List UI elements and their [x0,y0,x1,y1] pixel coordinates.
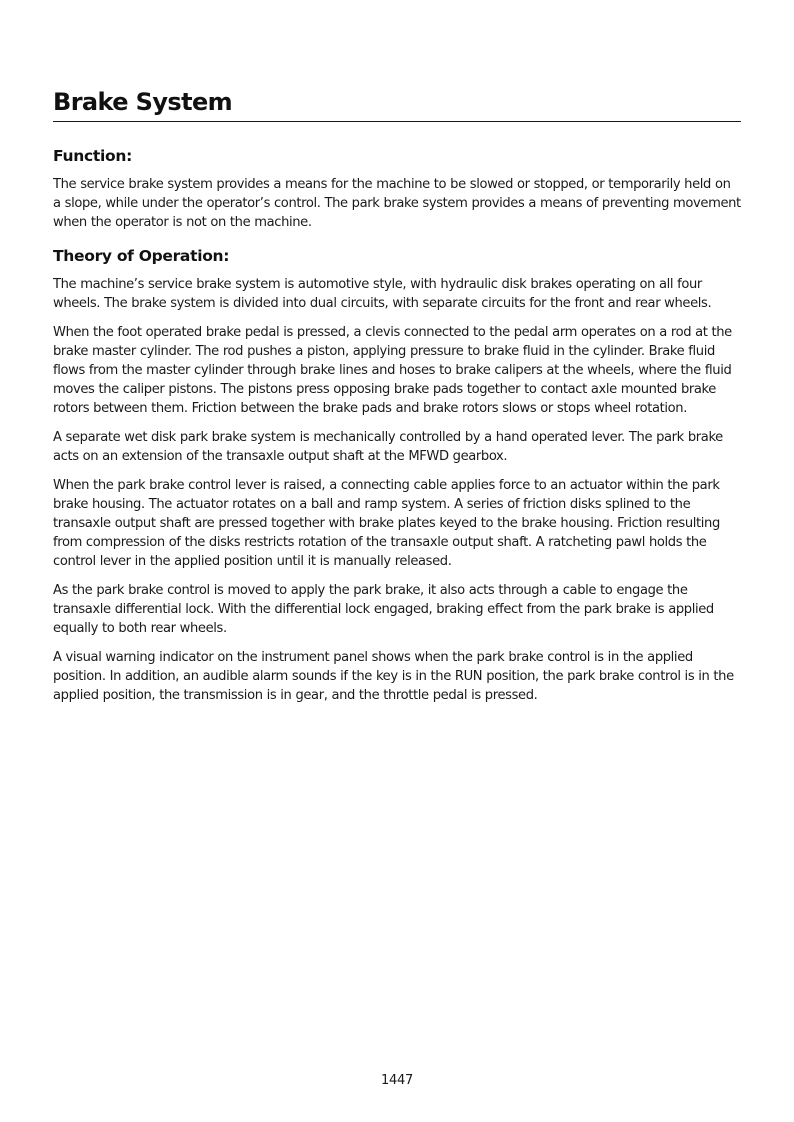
paragraph: The machine’s service brake system is automotive style, with hydraulic disk brakes operating on all four wheels. The brake system is divided into dual circuits, with separate circuits for the front and rear wheels. [53,277,712,311]
paragraph: The service brake system provides a means for the machine to be slowed or stopped, or temporarily held on a slope, while under the operator’s control. The park brake system provides a means of preventing movement when the operator is not on the machine. [53,177,741,230]
section-heading-function: Function: [53,147,132,165]
page-content [53,86,741,715]
page-number: 1447 [381,1073,413,1088]
section-theory-of-operation [53,246,741,705]
paragraph: When the foot operated brake pedal is pressed, a clevis connected to the pedal arm operates on a rod at the brake master cylinder. The rod pushes a piston, applying pressure to brake fluid in the cylinder. Brake fluid flows from the master cylinder through brake lines and hoses to brake calipers at the wheels, where the fluid moves the caliper pistons. The pistons press opposing brake pads together to contact axle mounted brake rotors between them. Friction between the brake pads and brake rotors slows or stops wheel rotation. [53,325,732,416]
section-function [53,146,741,232]
page-title: Brake System [53,88,233,116]
paragraph: A visual warning indicator on the instrument panel shows when the park brake control is in the applied position. In addition, an audible alarm sounds if the key is in the RUN position, the park brake control is in the applied position, the transmission is in gear, and the throttle pedal is pressed. [53,650,734,703]
section-heading-theory-of-operation: Theory of Operation: [53,247,230,265]
paragraph: When the park brake control lever is raised, a connecting cable applies force to an actuator within the park brake housing. The actuator rotates on a ball and ramp system. A series of friction disks splined to the transaxle output shaft are pressed together with brake plates keyed to the brake housing. Friction resulting from compression of the disks restricts rotation of the transaxle output shaft. A ratcheting pawl holds the control lever in the applied position until it is manually released. [53,478,720,569]
paragraph: A separate wet disk park brake system is mechanically controlled by a hand operated lever. The park brake acts on an extension of the transaxle output shaft at the MFWD gearbox. [53,430,723,464]
title-divider [53,121,741,122]
paragraph: As the park brake control is moved to apply the park brake, it also acts through a cable to engage the transaxle differential lock. With the differential lock engaged, braking effect from the park brake is applied equally to both rear wheels. [53,583,714,636]
